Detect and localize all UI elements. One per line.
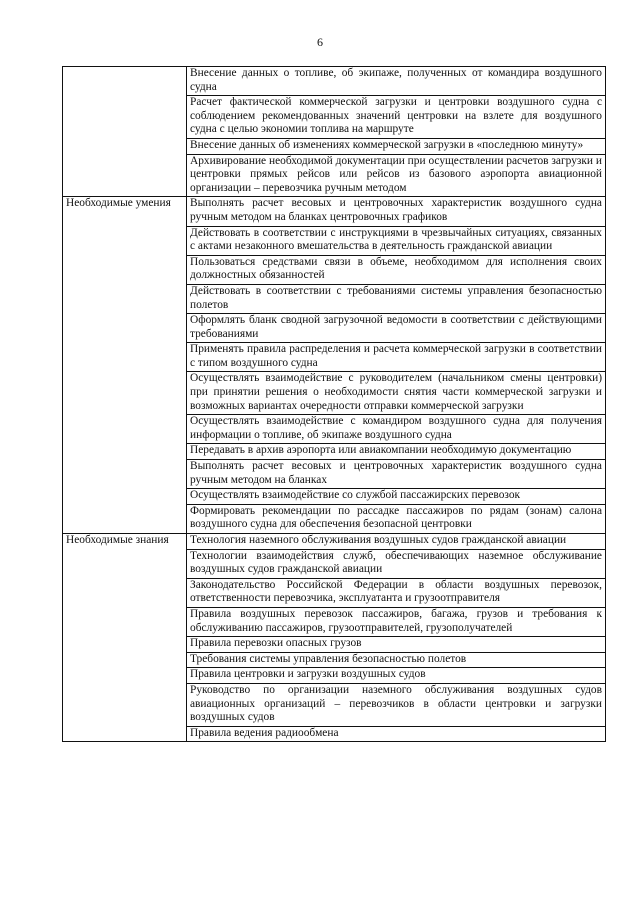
- spec-table-body: [63, 67, 606, 742]
- table-row: [63, 534, 606, 550]
- section-label-cell: [63, 67, 187, 197]
- item-text: Правила ведения радиообмена: [187, 726, 606, 742]
- table-row: [63, 67, 606, 96]
- item-text: Выполнять расчет весовых и центровочных характеристик воздушного судна ручным методом на бланках центровочных графиков: [187, 197, 606, 226]
- item-text: Оформлять бланк сводной загрузочной ведомости в соответствии с действующими требованиями: [187, 314, 606, 343]
- item-text: Технология наземного обслуживания воздушных судов гражданской авиации: [187, 534, 606, 550]
- item-text: Законодательство Российской Федерации в области воздушных перевозок, ответственности перевозчика, эксплуатанта и грузоотправителя: [187, 578, 606, 607]
- item-text: Архивирование необходимой документации при осуществлении расчетов загрузки и центровки прямых рейсов или рейсов из базового аэропорта авиационной организации – перевозчика ручным методом: [187, 154, 606, 197]
- section-label-cell: [63, 534, 187, 742]
- section-label: Необходимые знания: [66, 534, 169, 546]
- item-text: Технологии взаимодействия служб, обеспечивающих наземное обслуживание воздушных судов гражданской авиации: [187, 549, 606, 578]
- item-text: Расчет фактической коммерческой загрузки и центровки воздушного судна с соблюдением рекомендованных значений центровки на взлете для воздушного судна с целью экономии топлива на маршруте: [187, 96, 606, 139]
- item-text: Применять правила распределения и расчета коммерческой загрузки в соответствии с типом воздушного судна: [187, 343, 606, 372]
- item-text: Правила перевозки опасных грузов: [187, 637, 606, 653]
- item-text: Пользоваться средствами связи в объеме, необходимом для исполнения своих должностных обязанностей: [187, 255, 606, 284]
- item-text: Осуществлять взаимодействие с руководителем (начальником смены центровки) при принятии решения о необходимости снятия части коммерческой загрузки и возможных вариантах очередности отправки коммерческой загрузки: [187, 372, 606, 415]
- item-text: Руководство по организации наземного обслуживания воздушных судов авиационных организаций – перевозчиков в области центровки и загрузки воздушных судов: [187, 683, 606, 726]
- item-text: Передавать в архив аэропорта или авиакомпании необходимую документацию: [187, 444, 606, 460]
- item-text: Правила центровки и загрузки воздушных судов: [187, 668, 606, 684]
- table-row: [63, 197, 606, 226]
- item-text: Формировать рекомендации по рассадке пассажиров по рядам (зонам) салона воздушного судна для обеспечения безопасной центровки: [187, 504, 606, 533]
- item-text: Действовать в соответствии с инструкциями в чрезвычайных ситуациях, связанных с актами незаконного вмешательства в деятельность гражданской авиации: [187, 226, 606, 255]
- item-text: Выполнять расчет весовых и центровочных характеристик воздушного судна ручным методом на бланках: [187, 460, 606, 489]
- section-label: Необходимые умения: [66, 197, 171, 210]
- item-text: Внесение данных о топливе, об экипаже, полученных от командира воздушного судна: [187, 67, 606, 96]
- item-text: Внесение данных об изменениях коммерческой загрузки в «последнюю минуту»: [187, 138, 606, 154]
- page-number: 6: [317, 35, 323, 49]
- section-label-cell: [63, 197, 187, 534]
- item-text: Правила воздушных перевозок пассажиров, багажа, грузов и требования к обслуживанию пассажиров, грузоотправителей, грузополучателей: [187, 607, 606, 636]
- item-text: Осуществлять взаимодействие со службой пассажирских перевозок: [187, 489, 606, 505]
- item-text: Осуществлять взаимодействие с командиром воздушного судна для получения информации о топливе, об экипаже воздушного судна: [187, 415, 606, 444]
- item-text: Требования системы управления безопасностью полетов: [187, 652, 606, 668]
- spec-table: [62, 66, 606, 742]
- item-text: Действовать в соответствии с требованиями системы управления безопасностью полетов: [187, 284, 606, 313]
